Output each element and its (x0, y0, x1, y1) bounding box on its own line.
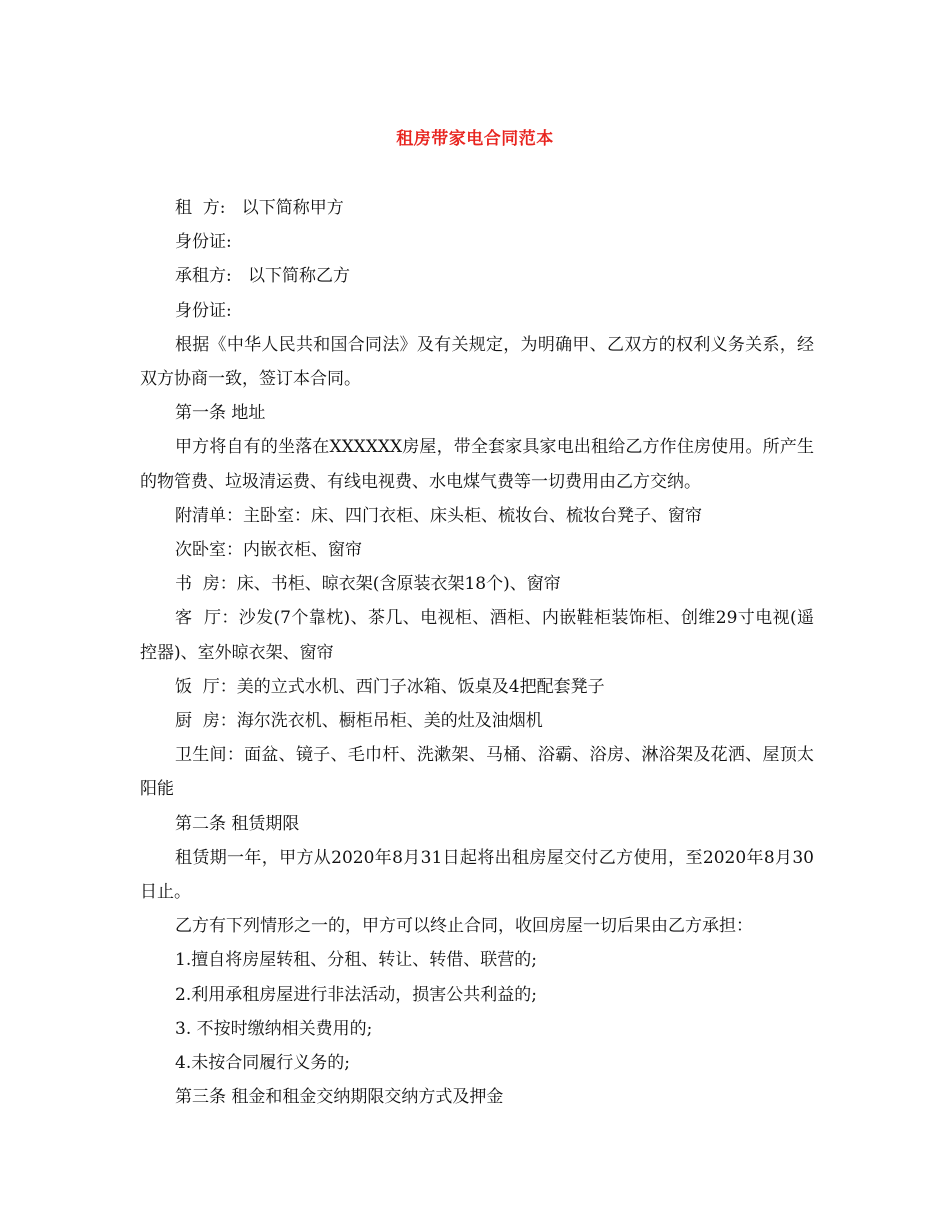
list-item-bathroom: 卫生间：面盆、镜子、毛巾杆、洗漱架、马桶、浴霸、浴房、淋浴架及花洒、屋顶太阳能 (140, 745, 814, 800)
paragraph-lessor-id: 身份证: (175, 232, 232, 253)
list-item-clause-3: 3. 不按时缴纳相关费用的; (175, 1018, 373, 1039)
document-title: 租房带家电合同范本 (396, 129, 554, 149)
document-body (140, 191, 814, 1114)
list-item-second-bedroom: 次卧室：内嵌衣柜、窗帘 (175, 540, 362, 561)
article-2-heading: 第二条 租赁期限 (175, 813, 300, 834)
list-item-clause-1: 1.擅自将房屋转租、分租、转让、转借、联营的; (175, 950, 537, 971)
list-item-living-room: 客 厅：沙发(7个靠枕)、茶几、电视柜、酒柜、内嵌鞋柜装饰柜、创维29寸电视(遥控器)、室外晾衣架、窗帘 (140, 608, 814, 663)
article-1-heading: 第一条 地址 (175, 403, 266, 424)
list-item-dining-room: 饭 厅：美的立式水机、西门子冰箱、饭桌及4把配套凳子 (175, 676, 605, 697)
list-item-master-bedroom: 附清单：主卧室：床、四门衣柜、床头柜、梳妆台、梳妆台凳子、窗帘 (175, 505, 702, 526)
paragraph-termination: 乙方有下列情形之一的，甲方可以终止合同，收回房屋一切后果由乙方承担： (175, 916, 753, 937)
paragraph-lessee-id: 身份证: (175, 300, 232, 321)
list-item-study: 书 房：床、书柜、晾衣架(含原装衣架18个)、窗帘 (175, 574, 561, 595)
paragraph-lease-term: 租赁期一年，甲方从2020年8月31日起将出租房屋交付乙方使用，至2020年8月30日止。 (140, 847, 814, 903)
article-3-heading: 第三条 租金和租金交纳期限交纳方式及押金 (175, 1087, 504, 1108)
paragraph-lessor: 租 方: 以下简称甲方 (175, 198, 344, 218)
list-item-clause-4: 4.未按合同履行义务的; (175, 1053, 350, 1074)
paragraph-address: 甲方将自有的坐落在XXXXXX房屋，带全套家具家电出租给乙方作住房使用。所产生的物管费、垃圾清运费、有线电视费、水电煤气费等一切费用由乙方交纳。 (140, 437, 814, 492)
paragraph-preamble: 根据《中华人民共和国合同法》及有关规定，为明确甲、乙双方的权利义务关系，经双方协商一致，签订本合同。 (140, 334, 814, 390)
list-item-kitchen: 厨 房：海尔洗衣机、橱柜吊柜、美的灶及油烟机 (175, 711, 543, 732)
paragraph-lessee: 承租方: 以下简称乙方 (175, 266, 350, 287)
list-item-clause-2: 2.利用承租房屋进行非法活动，损害公共利益的; (175, 984, 537, 1005)
